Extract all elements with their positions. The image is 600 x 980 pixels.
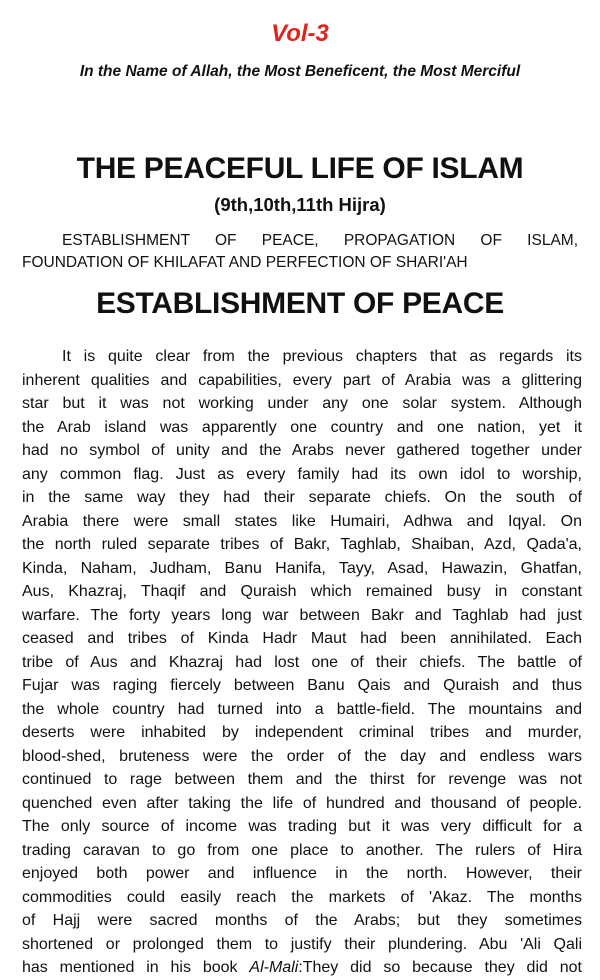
body-line: quenched even after taking the life of hundred and thousand of people.: [22, 794, 582, 812]
body-line: the Arab island was apparently one country and one nation, yet it: [22, 418, 582, 436]
body-line: inherent qualities and capabilities, every part of Arabia was a glittering: [22, 371, 582, 389]
basmala-heading: In the Name of Allah, the Most Beneficent, the Most Merciful: [79, 63, 521, 80]
body-line: shortened or prolonged them to justify their plundering. Abu 'Ali Qali: [22, 935, 582, 953]
chapter-topics: [22, 230, 578, 274]
body-line: the whole country had turned into a battle-field. The mountains and: [22, 700, 582, 718]
body-line: warfare. The forty years long war between Bakr and Taghlab had just: [22, 606, 582, 624]
body-line: The only source of income was trading but it was very difficult for a: [22, 818, 582, 835]
body-line: any common flag. Just as every family had its own idol to worship,: [22, 465, 582, 483]
body-line: Arabia there were small states like Humairi, Adhwa and Iqyal. On: [22, 512, 582, 530]
body-line: in the same way they had their separate chiefs. On the south of: [22, 489, 582, 506]
body-line: blood-shed, bruteness were the order of the day and endless wars: [22, 747, 582, 765]
body-line: It is quite clear from the previous chapters that as regards its: [62, 348, 582, 365]
book-title: Al-Mali: [249, 959, 299, 976]
body-paragraph: [22, 345, 582, 980]
chapter-subtitle: (9th,10th,11th Hijra): [214, 194, 386, 215]
body-line: enjoyed both power and influence in the north. However, their: [22, 865, 582, 882]
body-line: the north ruled separate tribes of Bakr, Taghlab, Shaiban, Azd, Qada'a,: [22, 536, 582, 553]
chapter-topics-line-2: FOUNDATION OF KHILAFAT AND PERFECTION OF SHARI'AH: [22, 254, 468, 271]
chapter-title: THE PEACEFUL LIFE OF ISLAM: [76, 152, 524, 185]
last-line-suffix: :They did so because they did not: [298, 959, 583, 976]
body-line-last: [22, 956, 582, 980]
body-line: ceased and tribes of Kinda Hadr Maut had been annihilated. Each: [22, 630, 582, 647]
body-line: Kinda, Naham, Judham, Banu Hanifa, Tayy, Asad, Hawazin, Ghatfan,: [22, 559, 582, 577]
section-title: ESTABLISHMENT OF PEACE: [96, 287, 504, 320]
body-line: tribe of Aus and Khazraj had lost one of their chiefs. The battle of: [22, 653, 582, 671]
body-line: commodities could easily reach the markets of 'Akaz. The months: [22, 888, 582, 906]
body-line: continued to rage between them and the thirst for revenge was not: [22, 771, 582, 788]
body-line: deserts were inhabited by independent criminal tribes and murder,: [22, 724, 582, 741]
body-line: had no symbol of unity and the Arabs never gathered together under: [22, 442, 582, 459]
body-line: Fujar was raging fiercely between Banu Qais and Quraish and thus: [22, 677, 582, 694]
body-line: Aus, Khazraj, Thaqif and Quraish which remained busy in constant: [22, 583, 582, 600]
last-line-prefix: has mentioned in his book: [22, 959, 250, 976]
body-line: of Hajj were sacred months of the Arabs; but they sometimes: [22, 912, 582, 929]
chapter-topics-line-1: ESTABLISHMENT OF PEACE, PROPAGATION OF ISLAM,: [62, 232, 578, 249]
body-line: trading caravan to go from one place to another. The rulers of Hira: [22, 841, 582, 859]
volume-label: Vol-3: [271, 20, 329, 47]
body-line: star but it was not working under any one solar system. Although: [22, 395, 582, 412]
